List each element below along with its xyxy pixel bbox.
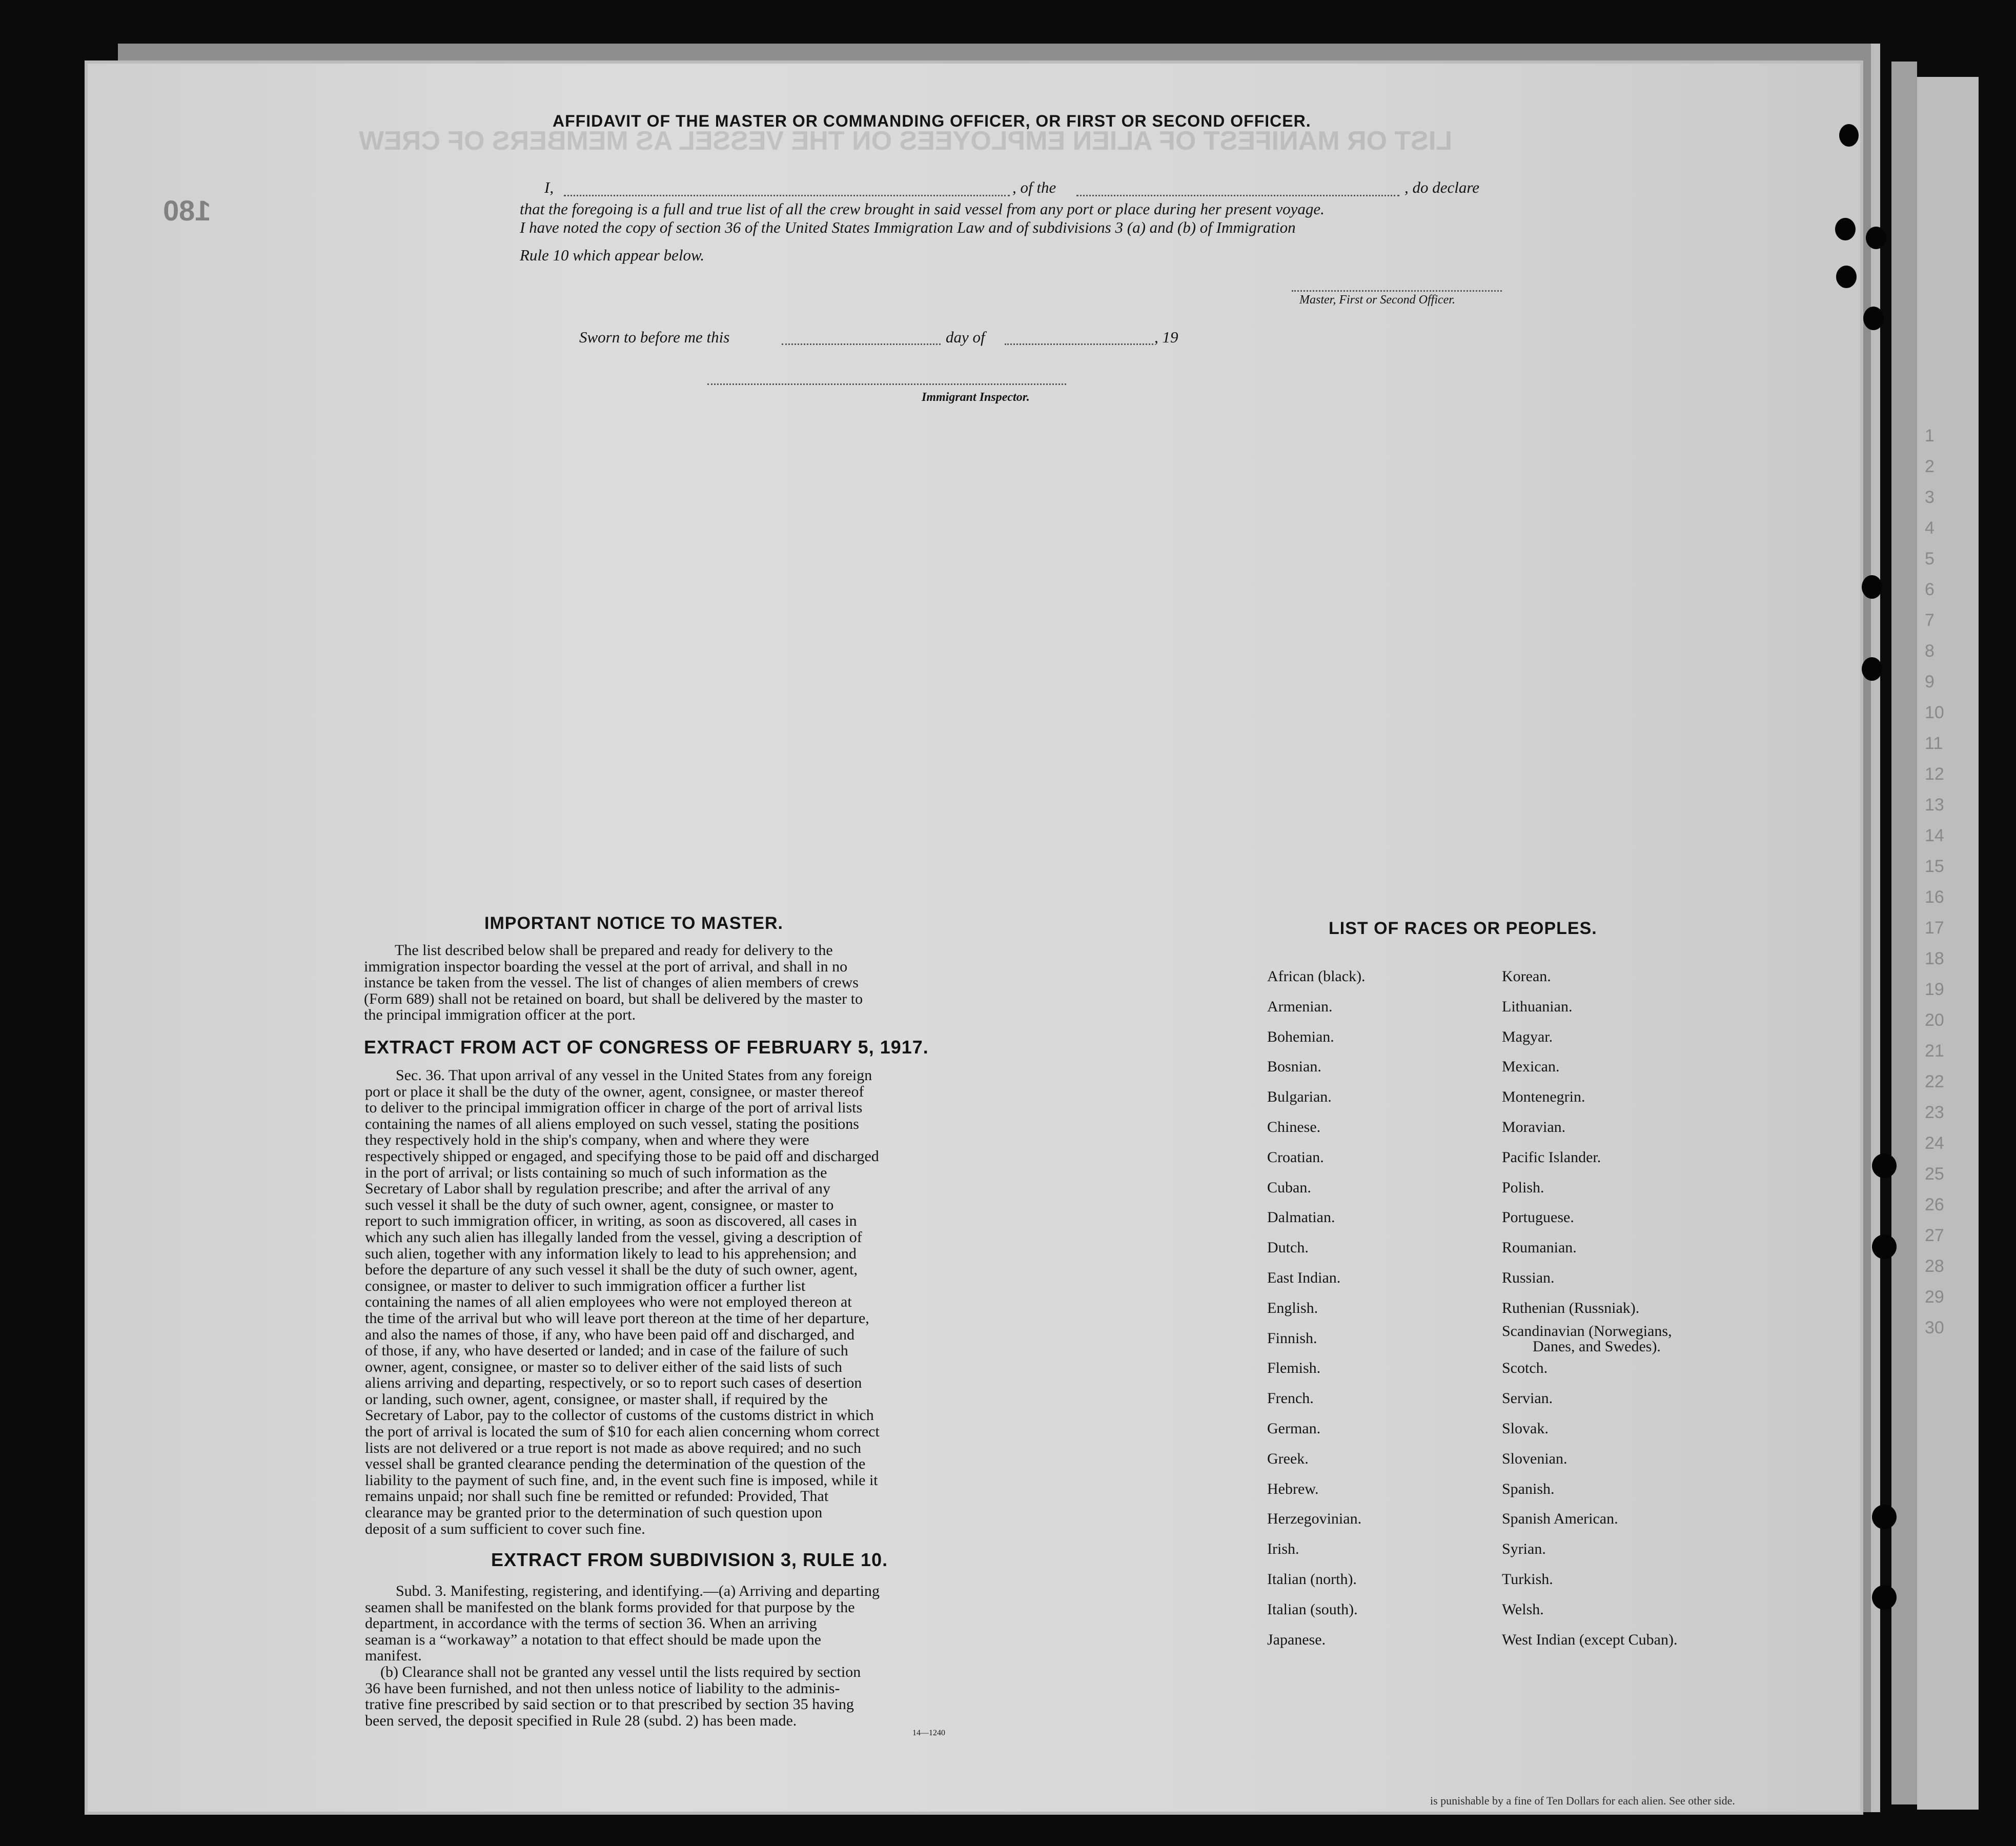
act-line: containing the names of all alien employees who were not employed thereon at (365, 1293, 852, 1311)
race-item: Pacific Islander. (1502, 1148, 1601, 1166)
notice-line: the principal immigration officer at the port. (364, 1006, 636, 1024)
race-item: Portuguese. (1502, 1209, 1574, 1226)
rule-line: manifest. (365, 1647, 422, 1665)
act-line: the port of arrival is located the sum of $10 for each alien concerning whom correct (365, 1423, 880, 1441)
race-item: Slovenian. (1502, 1450, 1567, 1467)
rule-line: 36 have been furnished, and not then unless notice of liability to the adminis- (365, 1679, 840, 1697)
act-line: and also the names of those, if any, who have been paid off and discharged, and (365, 1326, 854, 1343)
race-item: Hebrew. (1267, 1480, 1319, 1497)
race-item: Cuban. (1267, 1179, 1311, 1196)
name-blank[interactable] (564, 195, 1010, 196)
notice-heading: IMPORTANT NOTICE TO MASTER. (484, 914, 783, 933)
rule-line: department, in accordance with the terms of section 36. When an arriving (365, 1615, 817, 1632)
act-line: such alien, together with any information likely to lead to his apprehension; and (365, 1245, 857, 1262)
race-item: German. (1267, 1419, 1321, 1437)
inspector-caption: Immigrant Inspector. (922, 391, 1030, 404)
race-item: Flemish. (1267, 1360, 1321, 1377)
race-item: Ruthenian (Russniak). (1502, 1299, 1640, 1316)
race-item: Lithuanian. (1502, 998, 1573, 1015)
year-text: , 19 (1154, 328, 1178, 346)
act-line: or landing, such owner, agent, consignee, or master shall, if required by the (365, 1390, 828, 1408)
rule-line: trative fine prescribed by said section or to that prescribed by section 35 having (365, 1696, 854, 1713)
races-left-column (1267, 962, 1366, 1655)
punch-hole (1866, 227, 1886, 249)
race-item: Bulgarian. (1267, 1088, 1332, 1106)
punch-hole (1836, 266, 1857, 288)
race-item: Armenian. (1267, 998, 1333, 1015)
race-item: East Indian. (1267, 1269, 1341, 1286)
race-item: Bosnian. (1267, 1058, 1321, 1076)
act-line: which any such alien has illegally landed from the vessel, giving a description of (365, 1228, 862, 1246)
notice-line: immigration inspector boarding the vessel at the port of arrival, and shall in no (364, 958, 848, 975)
notice-text (364, 942, 863, 1023)
affidavit-i: I, (544, 178, 554, 196)
notice-line: instance be taken from the vessel. The list of changes of alien members of crews (364, 974, 859, 991)
race-item: Magyar. (1502, 1028, 1553, 1045)
act-line: vessel shall be granted clearance pending the determination of the question of the (365, 1455, 866, 1473)
punch-hole (1872, 1153, 1897, 1178)
day-blank[interactable] (782, 343, 941, 345)
race-item: Scandinavian (Norwegians, (1502, 1322, 1672, 1340)
race-item: Korean. (1502, 968, 1551, 985)
rule-text (365, 1583, 880, 1729)
page-edge (1891, 62, 1917, 1804)
act-line: containing the names of all aliens employed on such vessel, stating the positions (365, 1115, 859, 1132)
punch-hole (1872, 1585, 1897, 1610)
punch-hole (1863, 307, 1884, 330)
act-line: port or place it shall be the duty of the owner, agent, consignee, or master thereof (365, 1083, 864, 1100)
race-item: English. (1267, 1299, 1318, 1316)
affidavit-line4: Rule 10 which appear below. (520, 246, 705, 264)
punch-hole (1839, 124, 1859, 147)
race-item: French. (1267, 1390, 1314, 1407)
race-item: Polish. (1502, 1179, 1544, 1196)
act-line: the time of the arrival but who will leave port thereon at the time of her departure, (365, 1309, 869, 1327)
affidavit-line3: I have noted the copy of section 36 of the United States Immigration Law and of subdivisions 3 (a) and (b) of Immigration (520, 218, 1296, 236)
notice-line: The list described below shall be prepared and ready for delivery to the (395, 942, 833, 959)
act-line: they respectively hold in the ship's company, when and where they were (365, 1131, 809, 1149)
rule-line: seamen shall be manifested on the blank forms provided for that purpose by the (365, 1598, 855, 1616)
race-item-cont: Danes, and Swedes). (1533, 1337, 1661, 1355)
notice-line: (Form 689) shall not be retained on board, but shall be delivered by the master to (364, 990, 863, 1007)
act-line: liability to the payment of such fine, and, in the event such fine is imposed, while it (365, 1471, 878, 1489)
race-item: Mexican. (1502, 1058, 1560, 1076)
race-item: Servian. (1502, 1390, 1553, 1407)
punch-hole (1862, 575, 1882, 599)
rule-line: (b) Clearance shall not be granted any vessel until the lists required by section (380, 1663, 861, 1680)
rule-line: Subd. 3. Manifesting, registering, and identifying.—(a) Arriving and departing (396, 1583, 880, 1599)
act-line: before the departure of any such vessel it shall be the duty of such owner, agent, (365, 1261, 858, 1279)
race-item: Welsh. (1502, 1600, 1544, 1618)
race-item: Greek. (1267, 1450, 1309, 1467)
sworn-text: Sworn to before me this (579, 328, 730, 346)
bleed-row-numbers: 1 2 3 4 5 6 7 8 9 10 11 12 13 14 15 16 17 18 19 20 21 22 23 24 25 26 27 28 29 30 (1925, 426, 1944, 1337)
race-item: Spanish. (1502, 1480, 1555, 1497)
race-item: Herzegovinian. (1267, 1510, 1362, 1528)
footer-bleed-text: is punishable by a fine of Ten Dollars for each alien. See other side. (1430, 1794, 1735, 1807)
race-item: Italian (north). (1267, 1570, 1357, 1588)
act-line: Sec. 36. That upon arrival of any vessel in the United States from any foreign (396, 1067, 872, 1084)
month-blank[interactable] (1005, 343, 1153, 345)
race-item-scandinavian (1502, 1324, 1677, 1354)
punch-hole (1872, 1234, 1897, 1259)
act-line: aliens arriving and departing, respectively, or so to report such cases of desertion (365, 1374, 862, 1392)
race-item: Chinese. (1267, 1118, 1321, 1135)
race-item: Italian (south). (1267, 1600, 1358, 1618)
race-item: West Indian (except Cuban). (1502, 1631, 1678, 1648)
punch-hole (1862, 657, 1882, 681)
race-item: Scotch. (1502, 1360, 1548, 1377)
act-heading: EXTRACT FROM ACT OF CONGRESS OF FEBRUARY 5, 1917. (364, 1037, 929, 1058)
race-item: Irish. (1267, 1540, 1299, 1558)
act-line: lists are not delivered or a true report is not made as above required; and no such (365, 1439, 862, 1456)
races-heading: LIST OF RACES OR PEOPLES. (1329, 919, 1597, 938)
race-item: Finnish. (1267, 1329, 1317, 1347)
race-item: Roumanian. (1502, 1239, 1577, 1256)
race-item: Syrian. (1502, 1540, 1546, 1558)
act-line: report to such immigration officer, in writing, as soon as discovered, all cases in (365, 1212, 857, 1230)
act-line: remains unpaid; nor shall such fine be remitted or refunded: Provided, That (365, 1488, 829, 1505)
rule-line: seaman is a “workaway” a notation to that effect should be made upon the (365, 1631, 821, 1648)
races-right-column (1502, 962, 1677, 1655)
race-item: Dalmatian. (1267, 1209, 1335, 1226)
race-item: Spanish American. (1502, 1510, 1618, 1528)
master-signature-line[interactable] (1292, 290, 1502, 292)
act-line: in the port of arrival; or lists containing so much of such information as the (365, 1164, 827, 1181)
act-line: consignee, or master to deliver to such immigration officer a further list (365, 1277, 806, 1294)
race-item: Slovak. (1502, 1419, 1549, 1437)
race-item: Japanese. (1267, 1631, 1326, 1648)
act-line: to deliver to the principal immigration officer in charge of the port of arrival lists (365, 1099, 863, 1117)
race-item: African (black). (1267, 968, 1366, 985)
act-line: Secretary of Labor, pay to the collector of customs of the customs district in which (365, 1407, 874, 1424)
rule-heading: EXTRACT FROM SUBDIVISION 3, RULE 10. (491, 1549, 888, 1570)
act-line: Secretary of Labor shall by regulation prescribe; and after the arrival of any (365, 1180, 830, 1198)
race-item: Bohemian. (1267, 1028, 1334, 1045)
day-of-text: day of (946, 328, 985, 346)
punch-hole (1835, 218, 1856, 240)
bleed-through-page-number: 180 (163, 194, 211, 227)
vessel-blank[interactable] (1076, 195, 1399, 196)
punch-hole (1872, 1505, 1897, 1529)
affidavit-of-the: , of the (1012, 178, 1056, 196)
act-line: owner, agent, consignee, or master so to deliver either of the said lists of such (365, 1358, 843, 1375)
act-line: clearance may be granted prior to the determination of such question upon (365, 1504, 823, 1522)
rule-line: been served, the deposit specified in Rule 28 (subd. 2) has been made. (365, 1712, 797, 1729)
act-line: deposit of a sum sufficient to cover such fine. (365, 1520, 645, 1537)
race-item: Croatian. (1267, 1148, 1324, 1166)
form-number: 14—1240 (912, 1729, 945, 1737)
master-caption: Master, First or Second Officer. (1299, 293, 1455, 307)
race-item: Moravian. (1502, 1118, 1566, 1135)
bleed-through-title: LIST OR MANIFEST OF ALIEN EMPLOYEES ON THE VESSEL AS MEMBERS OF CREW (359, 126, 1453, 156)
inspector-signature-line[interactable] (707, 383, 1066, 385)
race-item: Montenegrin. (1502, 1088, 1585, 1106)
race-item: Dutch. (1267, 1239, 1309, 1256)
affidavit-line2: that the foregoing is a full and true list of all the crew brought in said vessel from any port or place during her present voyage. (520, 200, 1325, 218)
act-line: of those, if any, who have deserted or landed; and in case of the failure of such (365, 1342, 848, 1360)
race-item: Russian. (1502, 1269, 1555, 1286)
act-line: respectively shipped or engaged, and specifying those to be paid off and discharged (365, 1147, 879, 1165)
race-item: Turkish. (1502, 1570, 1553, 1588)
affidavit-heading: AFFIDAVIT OF THE MASTER OR COMMANDING OFFICER, OR FIRST OR SECOND OFFICER. (553, 112, 1311, 130)
act-text (365, 1067, 880, 1537)
affidavit-declare: , do declare (1404, 178, 1480, 196)
act-line: such vessel it shall be the duty of such owner, agent, consignee, or master to (365, 1196, 834, 1213)
